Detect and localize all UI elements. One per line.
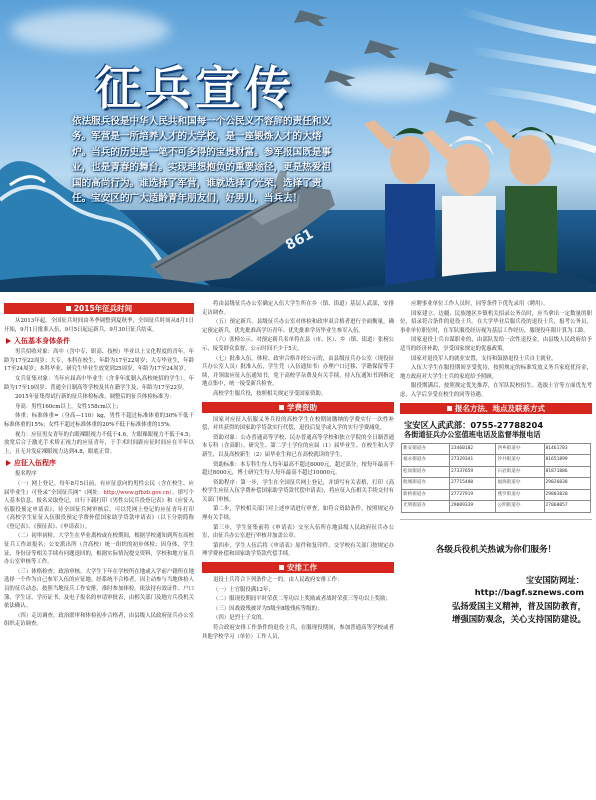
slogan-line-2: 增强国防观念，关心支持国防建设。 [452, 614, 586, 625]
paragraph: 身高：男性160cm以上，女性158cm以上； [15, 403, 122, 410]
square-bullet-icon [66, 306, 71, 311]
paragraph: 国家对退役军人的就业安置，支持和鼓励退役士兵自主就业。 [411, 355, 557, 362]
phone-table [401, 443, 591, 513]
welcome-message: 各级兵役机关热诚为你们服务！ [435, 544, 557, 555]
recruitment-banner [0, 0, 596, 292]
table-row [402, 455, 591, 467]
subheading-process: 应征入伍程序 [6, 458, 194, 468]
paragraph: 国家建立、边疆、民族地区乡镇机关招录公务员时，应当拿出一定数量的职位，招录符合条件的退役士兵。在大学毕业后服兵役的退役士兵，报考公务员，事业单位职位时，在军队服役经历视为基层工作经历，服现役年限计算为工龄。 [400, 310, 592, 334]
banner-intro-text: 依法服兵役是中华人民共和国每一个公民义不容辞的责任和义务。军营是一所培养人才的大学校，是一座锻炼人才的大熔炉。当兵的历史是一笔不可多得的宝贵财富。参军报国既是事业，也是青春的舞台。实现理想抱负的重要途径，更是热爱祖国的高尚行为。谁选择了军营，谁就选择了光荣，选择了责任。宝安区的广大适龄青年朋友们，好男儿，当兵去！ [72, 116, 332, 205]
paragraph: 国家退役士兵自谋职业的，由部队发给一次性退役金，由县级人民政府给予适当的经济补助，享受国家规定的优惠政策。 [400, 337, 592, 352]
table-cell: 27329341 [450, 455, 496, 467]
recruitment-website-link[interactable]: http://www.gfbzb.gov.cn [103, 489, 170, 496]
paragraph: 资助对象：公办普通高等学校、民办普通高等学校和独立学院的全日制普通本专科（含高职）、研究生、第二学士学位的应届（1）届毕业生、在校生和入学新生，以及高校新生（2）届毕业生和已在高校就读的学生。 [202, 434, 394, 458]
table-cell: 公明街道办 [496, 501, 544, 513]
paragraph: 将由县级征兵办公室确定入伍大学生所在乡（镇、街道）基层人武部，安排走访调查。 [202, 301, 394, 316]
paragraph: （四）是烈士子女的。 [213, 615, 267, 622]
table-cell: 27060057 [544, 501, 591, 513]
table-cell: 81871886 [544, 466, 591, 478]
section-header-job: 安排工作 [202, 562, 394, 573]
paragraph: （六）张榜公示。对预定新兵名单将在县（市、区）、乡（镇、街道）张榜公示，接受群众监督，公示时间不少于5天。 [202, 337, 394, 352]
armed-forces-phone: 宝安区人武武部：0755-27788204 [404, 419, 544, 430]
paragraph: 应聘事业单位工作人员时，同等条件下优先录用（聘用）。 [411, 301, 549, 307]
paragraph: 视力：应征男女青年的右眼裸眼视力不低于4.6，左眼裸眼视力不低于4.5；放宽后合于激光手术矫正视力的应征青年，于手术时间距应征时间应在半年以上，且无并发症裸眼视力达到4.8，眼底正常。 [4, 431, 194, 455]
table-cell: 松岗街道办 [402, 466, 450, 478]
table-row [402, 501, 591, 513]
table-cell: 29026038 [544, 478, 591, 490]
paragraph: 退役士兵符合下列条件之一的，由人民政府安排工作： [213, 577, 343, 584]
table-cell: 27727919 [450, 489, 496, 501]
paragraph: （一）士官服役满12年； [213, 586, 274, 593]
ship-hull-number: 861 [282, 226, 317, 254]
paragraph: （五）预定新兵。县级征兵办公室对体检和政审双合格者进行全面衡量，确定预定新兵，优先批准高学历青年、优先批准学历毕业生参军入伍。 [202, 319, 394, 334]
section-header-benefit: 学费资助 [202, 402, 394, 413]
column-left [4, 300, 194, 630]
paragraph: 从2013年起，全国征兵时间由冬季调整到夏秋季，全国征兵时间从8月1日开始，9月1日批准入伍，9月5日起运新兵，9月30日征兵结束。 [4, 318, 194, 333]
table-cell: 燕罗街道办 [496, 489, 544, 501]
subheading-conditions: 入伍基本身体条件 [6, 336, 194, 346]
paragraph: （二）服现役期间平时荣获二等功以上奖励或者战时荣获三等功以上奖励； [213, 596, 391, 603]
paragraph: 体重：标准体重=（身高—110）kg，男性不超过标准体重的30%不低于标准体重的15%；女性不超过标准体重的20%不低于标准体重的15%。 [4, 413, 194, 428]
column-middle [202, 300, 394, 642]
table-cell: 福海街道办 [496, 478, 544, 490]
paragraph: 2015年征集得试行新的征兵体检标准，调整后的征兵体检标准为： [15, 394, 175, 401]
paragraph: 资助程序：第一步，学生在全国征兵网上登记，并填写有关表格，打印《高校学生应征入伍学费补偿国家助学贷款代偿申请表》，将应征入伍相关手续交付有关部门审核。 [202, 479, 394, 503]
paragraph: （七）批准入伍。体检、政审合格并经公示的，由县级征兵办公室（现役征兵办公室人员）批准入伍，学生凭（入伍通知书）办理户口迁移、学籍保留等手续，并领取应征入伍通知书，免于高校学杂费及有关手续，持入伍通知书到指定地点集中，统一接受新兵检查。 [202, 355, 394, 388]
table-row [402, 466, 591, 478]
column-right [400, 300, 592, 624]
paragraph: 符合政府安排工作条件的退役士兵，在服现役期间，参加普通高等学校或者其他学校学习（单位）工作人员， [202, 625, 394, 640]
table-cell: 27715400 [450, 478, 496, 490]
table-cell: 航城街道办 [402, 478, 450, 490]
table-cell: 81461783 [544, 443, 591, 455]
section-header-time: 2015年征兵时间 [4, 303, 194, 314]
table-cell: 29803820 [544, 489, 591, 501]
paragraph: （三）体格检查。政治审核。大学生下年在学校所在地或入学前户籍所在地选择一个作为自己参军入伍的应征地。经系统不合格者，因主动参与当地体检人员的征兵动态，按照当地征兵工作安排，准时参加体检。依法持有效证件、户口簿、学生证、学历证书，及电子报名的申请审批表，由相关部门及地方兵役机关依法确认。 [4, 568, 194, 610]
website-label: 宝安国防网址： [525, 575, 584, 586]
table-row [402, 443, 591, 455]
website-url-link[interactable]: http://bagf.sznews.com [474, 586, 584, 597]
square-bullet-icon [447, 406, 452, 411]
square-bullet-icon [279, 565, 284, 570]
paragraph: 第三步，学生征集前将《申请表》交至入伍所在地县级人民政府征兵办公室，由征兵办公室进行审核并加盖公章。 [202, 524, 394, 540]
phone-table-caption: 各街道征兵办公室值班电话及监督举报电话 [404, 430, 541, 440]
paragraph: （一）网上登记。每年8月5日前，有应征意向的男性公民（含在校生、应届毕业生）可登录“全国征兵网”（网址：http://www.gfbzb.gov.cn），填写个人基本信息，报名采取登记，自行下载打印《男性公民兵役登记表》和《应征入伍服役预定申请表》，待全国征兵网审核后，可以凭网上登记的应征青年打印《高校学生征征入伍服役预定学费补偿国家助学贷款申请表》（以下分别简称《登记表》、《预征表》、《申请表》）。 [4, 480, 194, 530]
triangle-bullet-icon [6, 338, 11, 344]
table-cell: 新桥街道办 [402, 489, 450, 501]
triangle-bullet-icon [6, 460, 11, 466]
table-cell: 西乡街道办 [496, 443, 544, 455]
table-cell: 光明街道办 [402, 501, 450, 513]
paragraph: 男兵招收对象：高中（含中专、职高、技校）毕业以上文化程度的青年，年龄为17至22周岁；大专、本科在校生，年龄为17至22周岁；大专毕业生，年龄17至24周岁；本科毕业、研究生毕业生放宽到25周岁，年龄为17至24周岁。 [4, 349, 194, 373]
divider [400, 519, 592, 520]
paragraph: 第四步，学生人伍后将《申请表》原件和复印件，交学校有关部门按规定办理学费补偿和国家助学贷款代偿手续。 [202, 542, 394, 558]
paragraph: 第二步，学校相关部门对上述申请进行审查，如符合资助条件，按照规定办理有关手续。 [202, 506, 394, 522]
table-cell: 27337659 [450, 466, 496, 478]
paragraph: 女兵征集对象：当年应届高中毕业生（含非年度制入高校统招的学生），年龄为17至19周岁；普通全日制高等学校及其在籍学生及、年龄为17至22岁。 [4, 375, 194, 391]
paragraph: 报名程序 [15, 471, 37, 478]
paragraph: 资助标准：本专科生每人每年最高不超过6000元，超过部分，按每年最高不超过8000元，博士研究生每人每年最高不超过10000元。 [202, 461, 394, 477]
table-row [402, 478, 591, 490]
section-header-contact: 报名方法、地点及联系方式 [400, 403, 592, 414]
paragraph: （三）因战致残被评为5级至8级残疾等级的； [213, 605, 323, 612]
table-row [402, 489, 591, 501]
paragraph: （四）走访调查。政治联审和体检初步合格者，由县级人民政府征兵办公室组织走访调查。 [4, 612, 194, 628]
table-cell: 新安街道办 [402, 443, 450, 455]
banner-title: 征兵宣传 [95, 61, 295, 115]
paragraph: 高校学生服兵役，按照相关规定享受国家资助。 [213, 390, 327, 397]
slogan-line-1: 弘扬爱国主义精神，普及国防教育， [452, 600, 586, 611]
table-cell: 29009339 [450, 501, 496, 513]
paragraph: 入伍大学生在服役期间享受优待，按照规定的标准发放义务兵家庭优待金，地方政府对大学生士兵的家庭给予照顾。 [400, 365, 592, 380]
paragraph: 国家对应征入伍服义务兵役的高校学生在校期间缴纳的学费实行一次性补偿，对其获得的国家助学贷款实行代偿，退役后复学或入学的实行学费减免。 [202, 416, 394, 432]
table-cell: 23460182 [450, 443, 496, 455]
table-cell: 81651899 [544, 455, 591, 467]
paragraph: （二）初审初检。大学生在毕业离校或在校期间，根据学校通知到所在高校征兵工作站报名；公安派出所（含高校）统一组织的初步体检；因身体、学生证、身份证等相关手续有问题退回的，根据实际情况提交资料，学校和地方征兵办公室审核等工作。 [4, 533, 194, 566]
table-cell: 福永街道办 [402, 455, 450, 467]
square-bullet-icon [279, 405, 284, 410]
table-cell: 沙井街道办 [496, 455, 544, 467]
table-cell: 石岩街道办 [496, 466, 544, 478]
paragraph: 服役期满后，按照规定优先推荐，在军队院校招生、选拔士官等方面优先考虑，入学后享受在校生的同等待遇。 [400, 383, 592, 398]
